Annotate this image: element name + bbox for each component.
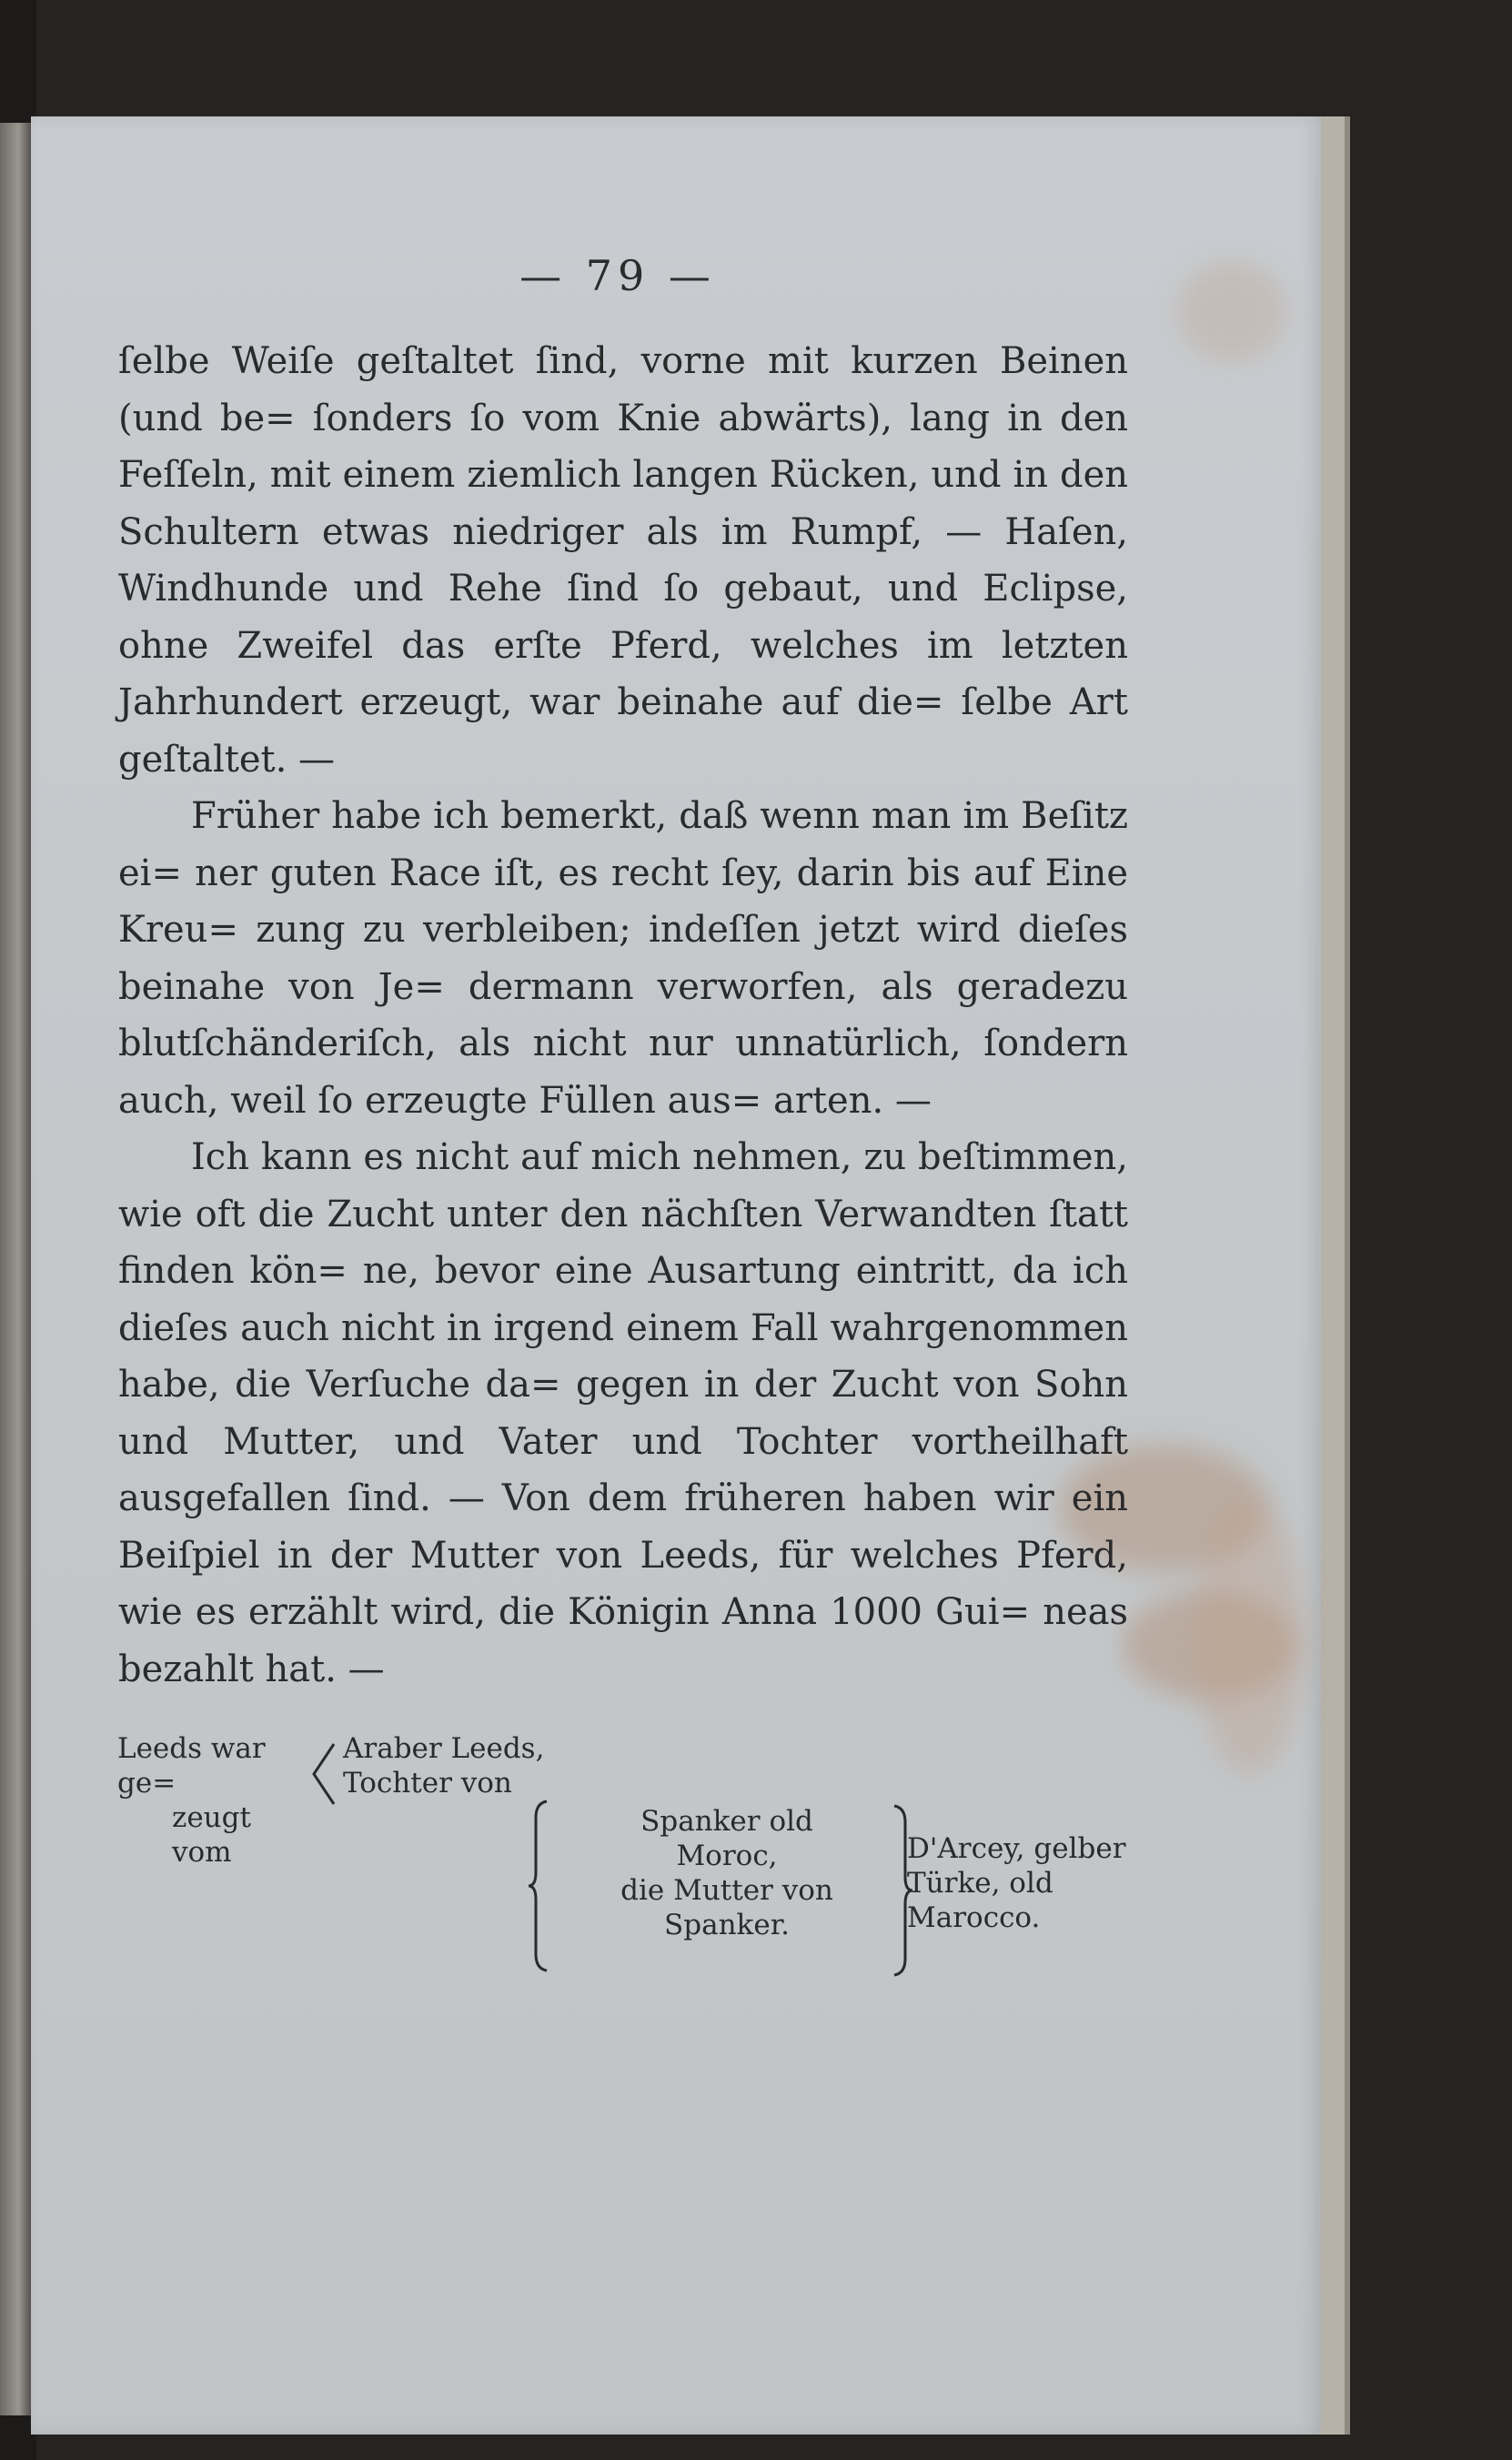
pedigree-araber-line-1: Araber Leeds, bbox=[343, 1732, 545, 1765]
pedigree-bracket-1 bbox=[310, 1742, 336, 1806]
pedigree-leeds-line-1: Leeds war ge= bbox=[117, 1732, 266, 1800]
pedigree-spanker-line-2: Moroc, bbox=[676, 1840, 778, 1872]
pedigree-spanker-line-1: Spanker old bbox=[640, 1805, 813, 1838]
pedigree-leeds-line-2: zeugt vom bbox=[172, 1801, 251, 1869]
pedigree-leeds bbox=[117, 1731, 318, 1870]
pedigree-araber bbox=[343, 1731, 634, 1800]
pedigree-darcey-line-1: D'Arcey, gelber bbox=[907, 1832, 1126, 1865]
book-page bbox=[31, 116, 1345, 2435]
paragraph-2: Früher habe ich bemerkt, daß wenn man im Beſitz ei= ner guten Race iſt, es recht ſey, darin bis auf Eine Kreu= zung zu verbleiben; indeſſen jetzt wird dieſes beinahe von Je= dermann verworfen, als geradezu blutſchänderiſch, als nicht nur unnatürlich, ſondern auch, weil ſo erzeugte Füllen aus= arten. — bbox=[118, 795, 1128, 1122]
previous-page-edge bbox=[0, 123, 31, 2415]
pedigree-darcey-line-2: Türke, old Marocco. bbox=[907, 1867, 1053, 1934]
paragraph-3: Ich kann es nicht auf mich nehmen, zu beſtimmen, wie oft die Zucht unter den nächſten Verwandten ſtatt finden kön= ne, bevor eine Ausartung eintritt, da ich dieſes auch nicht in irgend einem Fall wahrgenommen habe, die Verſuche da= gegen in der Zucht von Sohn und Mutter, und Vater und Tochter vortheilhaft ausgefallen ſind. — Von dem früheren haben wir ein Beiſpiel in der Mutter von Leeds, für welches Pferd, wie es erzählt wird, die Königin Anna 1000 Gui= neas bezahlt hat. — bbox=[118, 1136, 1128, 1690]
page-stain bbox=[1195, 1499, 1305, 1772]
pedigree-brace-2 bbox=[527, 1800, 550, 1972]
page-number: — 79 — bbox=[519, 251, 716, 300]
pedigree-footnote bbox=[117, 1731, 1145, 1968]
paragraph-1: ſelbe Weiſe geſtaltet ſind, vorne mit kurzen Beinen (und be= ſonders ſo vom Knie abwärts), lang in den Feſſeln, mit einem ziemlich langen Rücken, und in den Schultern etwas niedriger als im Rumpf, — Haſen, Windhunde und Rehe ſind ſo gebaut, und Eclipse, ohne Zweifel das erſte Pferd, welches im letzten Jahrhundert erzeugt, war beinahe auf die= ſelbe Art geſtaltet. — bbox=[118, 340, 1128, 781]
pedigree-spanker-line-4: Spanker. bbox=[664, 1909, 790, 1941]
pedigree-araber-line-2: Tochter von bbox=[343, 1767, 512, 1800]
pedigree-darcey bbox=[907, 1831, 1180, 1935]
pedigree-spanker-line-3: die Mutter von bbox=[620, 1874, 833, 1907]
pedigree-spanker bbox=[554, 1804, 900, 1942]
body-text bbox=[118, 333, 1128, 1698]
